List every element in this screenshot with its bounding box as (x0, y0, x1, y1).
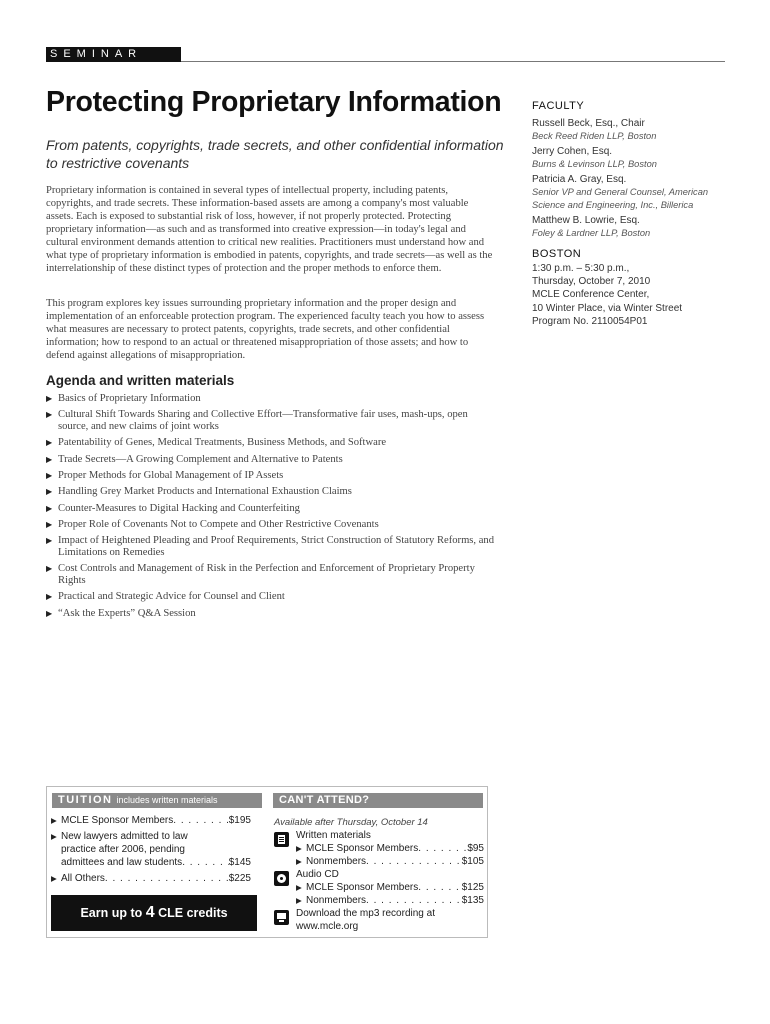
triangle-right-icon: ▶ (51, 832, 57, 841)
tuition-label-line: practice after 2006, pending (61, 844, 185, 855)
mp3-download-text: Download the mp3 recording at (296, 908, 435, 919)
tuition-price: $225 (228, 873, 251, 884)
faculty-affiliation: Senior VP and General Counsel, American Science and Engineering, Inc., Billerica (532, 187, 709, 210)
faculty-name: Russell Beck, Esq., Chair (532, 118, 645, 129)
tuition-item (51, 872, 251, 885)
audio-cd-title: Audio CD (296, 869, 339, 880)
agenda-item: ▶ Practical and Strategic Advice for Counsel and Client (46, 591, 285, 603)
computer-icon (274, 910, 289, 925)
price: $135 (461, 895, 484, 906)
triangle-right-icon: ▶ (46, 470, 53, 480)
tuition-price: $195 (228, 815, 251, 826)
agenda-item: ▶ Proper Role of Covenants Not to Compete and Other Restrictive Covenants (46, 518, 379, 530)
tuition-label: admittees and law students (61, 857, 183, 868)
faculty-name: Jerry Cohen, Esq. (532, 146, 613, 157)
triangle-right-icon: ▶ (296, 883, 302, 892)
tuition-item (51, 814, 251, 827)
triangle-right-icon: ▶ (46, 503, 53, 513)
seminar-label-bar (46, 47, 181, 62)
tuition-list (51, 814, 251, 888)
mcle-website-link[interactable]: www.mcle.org (296, 921, 359, 932)
credits-number: 4 (145, 904, 155, 921)
page-subtitle: From patents, copyrights, trade secrets, and other confidential information to restrictive covenants (46, 137, 504, 171)
location-heading: BOSTON (532, 248, 582, 260)
agenda-item: ▶ Impact of Heightened Pleading and Proof Requirements, Strict Construction of Statutory Reforms, and Limitations on Remedies (46, 535, 495, 558)
triangle-right-icon: ▶ (46, 592, 53, 602)
triangle-right-icon: ▶ (51, 874, 57, 883)
event-time: 1:30 p.m. – 5:30 p.m., (532, 263, 630, 274)
triangle-right-icon: ▶ (296, 844, 302, 853)
triangle-right-icon: ▶ (46, 454, 53, 464)
agenda-item: ▶ Counter-Measures to Digital Hacking and Counterfeiting (46, 502, 300, 514)
agenda-heading: Agenda and written materials (46, 373, 235, 388)
program-paragraph: This program explores key issues surrounding proprietary information and the proper design and implementation of an enforceable protection program. The experienced faculty teach you how to assess what measures are necessary to protect patents, copyrights, trade secrets, and other confidential information; how to respond to an actual or threatened misappropriation of those assets; and how to defend against allegations of misappropriation. (46, 298, 485, 361)
faculty-member (532, 145, 732, 171)
triangle-right-icon: ▶ (46, 487, 53, 497)
event-address: 10 Winter Place, via Winter Street (532, 302, 683, 314)
faculty-member (532, 117, 732, 143)
triangle-right-icon: ▶ (46, 438, 53, 448)
faculty-name: Patricia A. Gray, Esq. (532, 174, 627, 185)
agenda-item: ▶ Cultural Shift Towards Sharing and Collective Effort—Transformative fair uses, mash-ups, open source, and new claims of joint works (46, 409, 468, 433)
agenda-item: ▶ Trade Secrets—A Growing Complement and Alternative to Patents (46, 453, 343, 465)
agenda-item: ▶ “Ask the Experts” Q&A Session (46, 607, 196, 619)
cant-attend-heading: CAN'T ATTEND? (273, 793, 483, 808)
triangle-right-icon: ▶ (46, 608, 53, 618)
triangle-right-icon: ▶ (46, 394, 53, 403)
triangle-right-icon: ▶ (51, 816, 57, 825)
triangle-right-icon: ▶ (296, 857, 302, 866)
tuition-price: $145 (228, 857, 251, 868)
credits-banner: Earn up to 4 CLE credits (51, 895, 257, 931)
faculty-member (532, 214, 732, 240)
program-number: Program No. 2110054P01 (532, 315, 648, 327)
price: $95 (467, 843, 484, 854)
agenda-item: ▶ Handling Grey Market Products and International Exhaustion Claims (46, 486, 352, 498)
event-date: Thursday, October 7, 2010 (532, 276, 651, 288)
tuition-heading: TUITION (58, 794, 113, 806)
written-materials-title: Written materials (296, 830, 371, 841)
triangle-right-icon: ▶ (296, 896, 302, 905)
faculty-affiliation: Burns & Levinson LLP, Boston (532, 159, 657, 169)
location-details (532, 262, 732, 328)
page-title: Protecting Proprietary Information (46, 86, 502, 118)
agenda-item: ▶ Proper Methods for Global Management of IP Assets (46, 469, 284, 481)
agenda-item: ▶ Patentability of Genes, Medical Treatments, Business Methods, and Software (46, 437, 387, 449)
triangle-right-icon: ▶ (46, 410, 53, 420)
tuition-note: includes written materials (116, 795, 218, 805)
agenda-list (46, 393, 496, 624)
tuition-item (51, 830, 251, 869)
tuition-header (52, 793, 262, 808)
tuition-label: All Others (61, 873, 105, 884)
tuition-label-line: New lawyers admitted to law (61, 831, 188, 842)
faculty-name: Matthew B. Lowrie, Esq. (532, 215, 640, 226)
availability-note: Available after Thursday, October 14 (274, 817, 428, 828)
document-icon (274, 832, 289, 847)
seminar-label: SEMINAR (50, 48, 143, 60)
agenda-item: ▶ Cost Controls and Management of Risk in the Perfection and Enforcement of Proprietary Property Rights (46, 563, 475, 587)
faculty-list (532, 117, 732, 242)
triangle-right-icon: ▶ (46, 519, 53, 529)
agenda-item: ▶ Basics of Proprietary Information (46, 393, 201, 404)
price: $125 (461, 882, 484, 893)
price: $105 (461, 856, 484, 867)
faculty-affiliation: Foley & Lardner LLP, Boston (532, 228, 651, 238)
triangle-right-icon: ▶ (46, 536, 53, 546)
event-venue: MCLE Conference Center, (532, 289, 650, 301)
header-rule (181, 61, 725, 62)
cd-icon (274, 871, 289, 886)
faculty-affiliation: Beck Reed Riden LLP, Boston (532, 131, 657, 141)
tuition-label: MCLE Sponsor Members (61, 815, 174, 826)
faculty-member (532, 173, 732, 212)
intro-paragraph: Proprietary information is contained in several types of intellectual property, including patents, copyrights, and trade secrets. These information-based assets are among a company's most valuable assets. Each is exposed to substantial risk of loss, however, if not properly protected. Protecting proprietary information—as such and as transformed into creative expression—in today's legal and cultural environment demands attention to critical new realities. Practitioners must understand how and what type of proprietary information is embodied in patents, copyrights, and trade secrets—as well as the interrelationship of these distinct types of protection and the proper methods to enforce them. (46, 185, 493, 274)
faculty-heading: FACULTY (532, 100, 585, 112)
pricing-box: TUITION includes written materials ▶ MCLE Sponsor Members . . . $195 ▶ New lawyers admitted to law practice after 2006, pending admittees and law students . . . $145 ▶ All Others . . . $225 Earn up to 4 CLE credits CAN'T ATTEND? Available after Thursday, October 14 Written materials ▶ MCLE Sponsor Members . . . $95 ▶ Nonmembers . . . $105 Audio CD ▶ MCLE Sponsor Members . . . $125 ▶ Nonmembers . . . $135 Download the mp3 recording at www.mcle.org (46, 786, 488, 938)
triangle-right-icon: ▶ (46, 564, 53, 574)
